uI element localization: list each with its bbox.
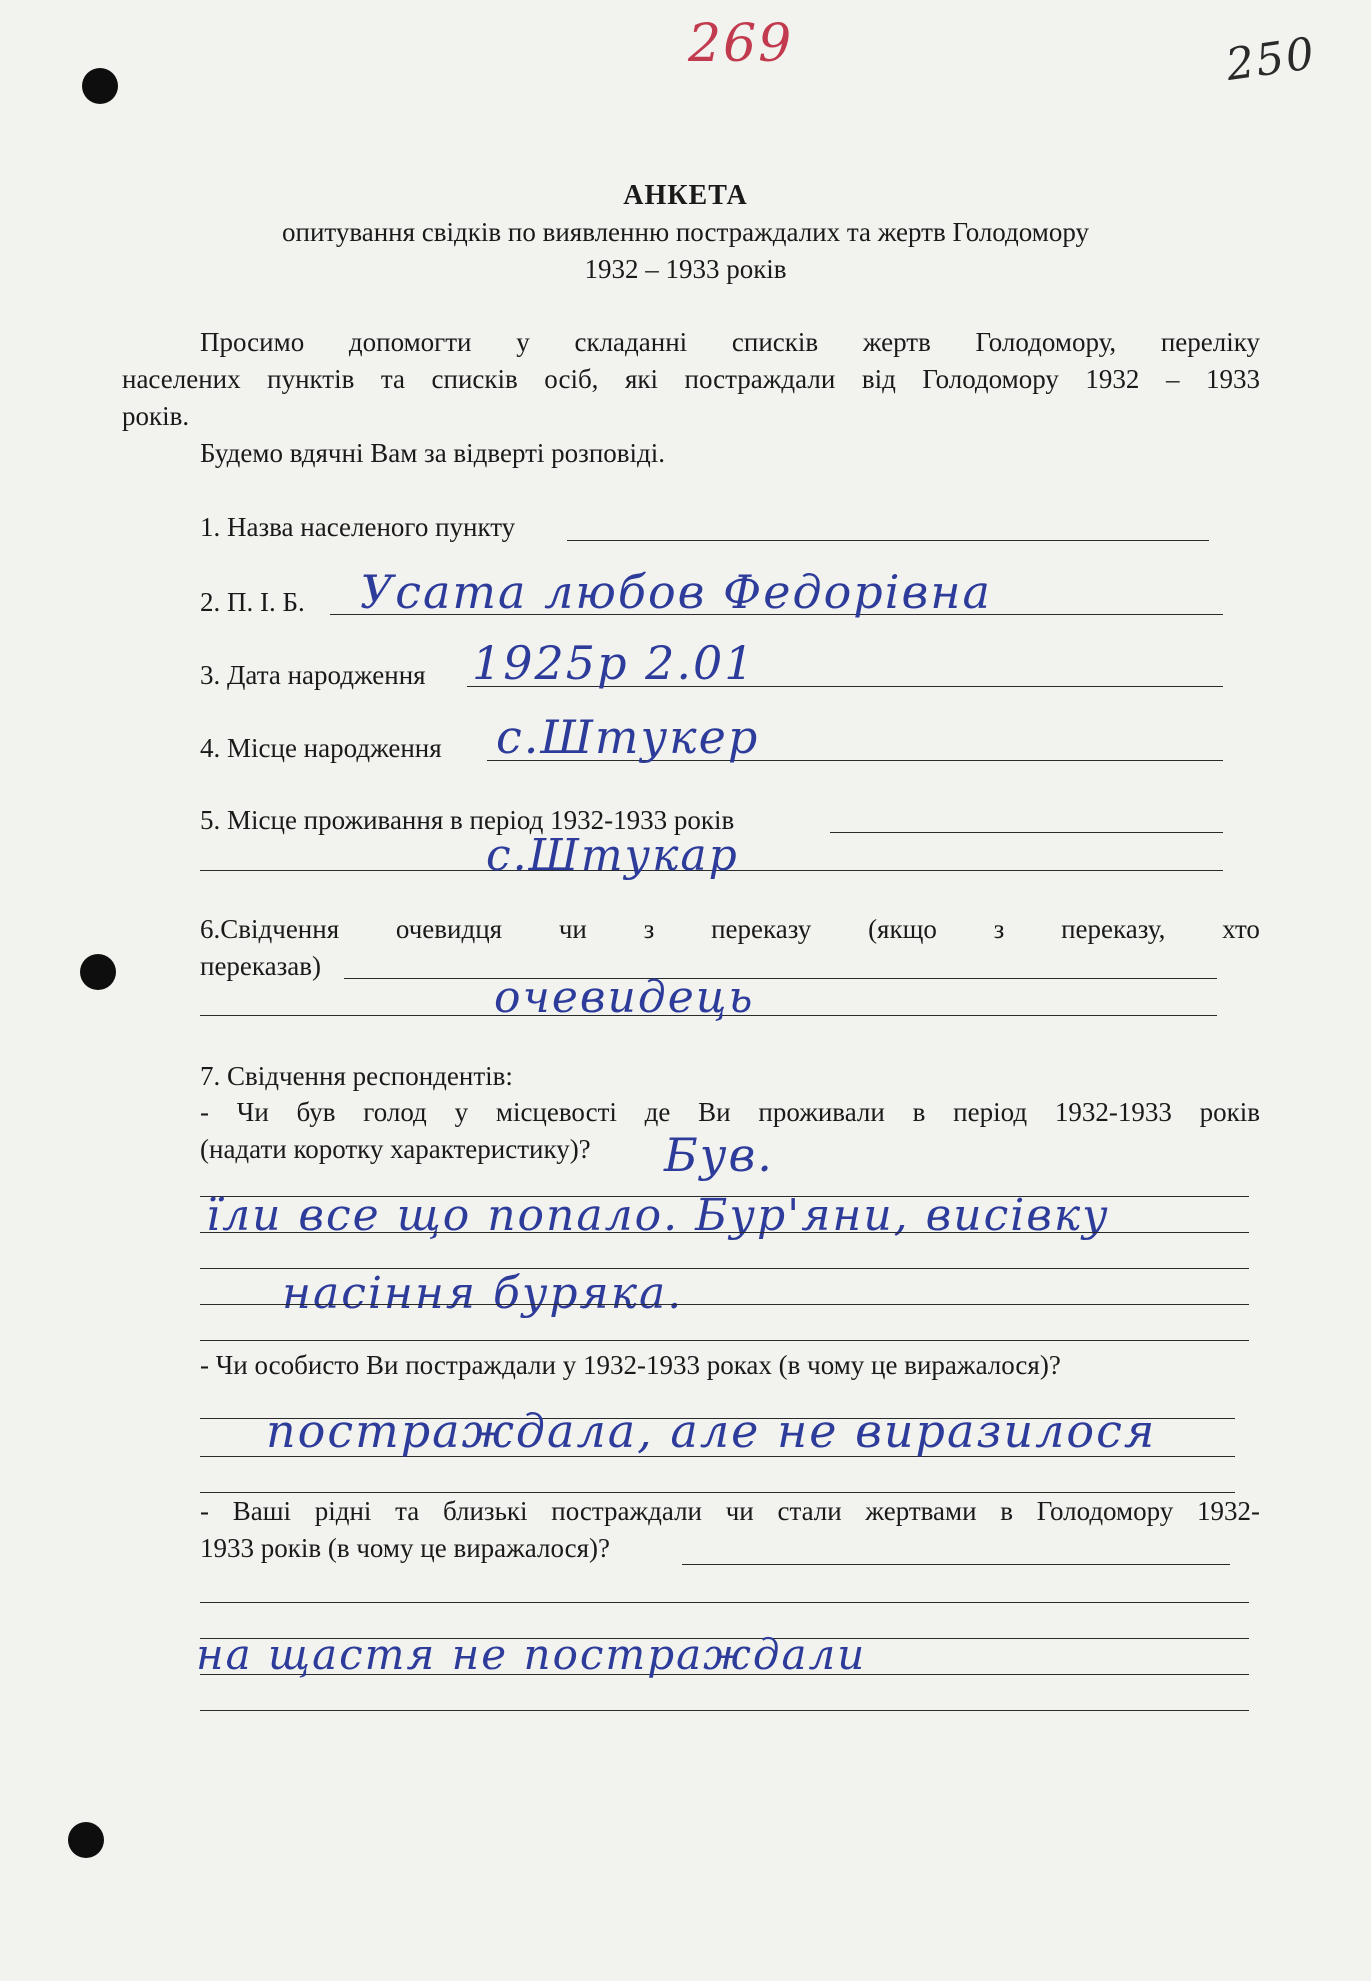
q5-answer-line [830, 832, 1223, 833]
q7b-answer: постраждала, але не виразилося [266, 1404, 1157, 1458]
q5-answer: с.Штукар [486, 830, 739, 881]
q7b-answer-line-3 [200, 1492, 1235, 1493]
q4-answer: с.Штукер [496, 710, 760, 764]
form-title: АНКЕТА [623, 180, 748, 211]
q6-answer-line [344, 978, 1217, 979]
q7a-answer-line-5 [200, 1340, 1249, 1341]
q3-answer: 1925р 2.01 [472, 636, 756, 690]
q7a-question: - Чи був голод у місцевості де Ви проживали в період 1932-1933 років [200, 1097, 1260, 1127]
q5-label: 5. Місце проживання в період 1932-1933 років [200, 805, 735, 835]
q7c-question-2: 1933 років (в чому це виражалося)? [200, 1533, 611, 1563]
q6-label-word: з [993, 914, 1005, 944]
q3-label: 3. Дата народження [200, 660, 426, 690]
q7c-answer-line [682, 1564, 1230, 1565]
q6-answer: очевидець [494, 972, 755, 1023]
q2-label: 2. П. І. Б. [200, 587, 305, 617]
q7a-answer-3: насіння буряка. [282, 1268, 684, 1319]
q7a-answer-2: їли все що попало. Бур'яни, висівку [206, 1190, 1110, 1241]
intro-paragraph: населених пунктів та списків осіб, які постраждали від Голодомору 1932 – 1933 [122, 364, 1260, 394]
q6-label-word: переказу, [1061, 914, 1166, 944]
q7a-answer-line-4 [200, 1304, 1249, 1305]
q7-label: 7. Свідчення респондентів: [200, 1061, 513, 1091]
q1-answer-line [567, 540, 1209, 541]
q7c-answer-line-2 [200, 1602, 1249, 1603]
punch-hole [82, 68, 118, 104]
intro-thanks: Будемо вдячні Вам за відверті розповіді. [200, 438, 666, 468]
q7c-question: - Ваші рідні та близькі постраждали чи стали жертвами в Голодомору 1932- [200, 1496, 1260, 1526]
q1-label: 1. Назва населеного пункту [200, 512, 516, 542]
form-subtitle-years: 1932 – 1933 років [584, 254, 787, 284]
archive-number: 269 [688, 14, 794, 74]
q6-label-2: переказав) [200, 951, 321, 981]
q7a-answer-line-2 [200, 1232, 1249, 1233]
q7c-answer: на щастя не постраждали [196, 1630, 867, 1679]
punch-hole [68, 1822, 104, 1858]
q6-label-word: хто [1222, 914, 1260, 944]
q7a-question-2: (надати коротку характеристику)? [200, 1134, 591, 1164]
punch-hole [80, 954, 116, 990]
form-subtitle: опитування свідків по виявленню постраждалих та жертв Голодомору [282, 217, 1089, 247]
q6-label-word: очевидця [395, 914, 503, 944]
intro-paragraph: Просимо допомогти у складанні списків жертв Голодомору, переліку [200, 327, 1260, 357]
q7c-answer-line-5 [200, 1710, 1249, 1711]
q6-label [200, 914, 1260, 945]
q4-label: 4. Місце народження [200, 733, 442, 763]
q6-label-word: чи [558, 914, 587, 944]
page-number: 250 [1222, 27, 1320, 92]
q7b-question: - Чи особисто Ви постраждали у 1932-1933 роках (в чому це виражалося)? [200, 1350, 1061, 1380]
q6-label-word: з [643, 914, 655, 944]
intro-paragraph: років. [122, 401, 190, 431]
q2-answer: Усата любов Федорівна [360, 565, 992, 619]
q7a-answer-1: Був. [664, 1128, 774, 1182]
q6-label-word: (якщо [868, 914, 937, 944]
q6-label-word: 6.Свідчення [200, 914, 340, 944]
q6-label-word: переказу [711, 914, 812, 944]
